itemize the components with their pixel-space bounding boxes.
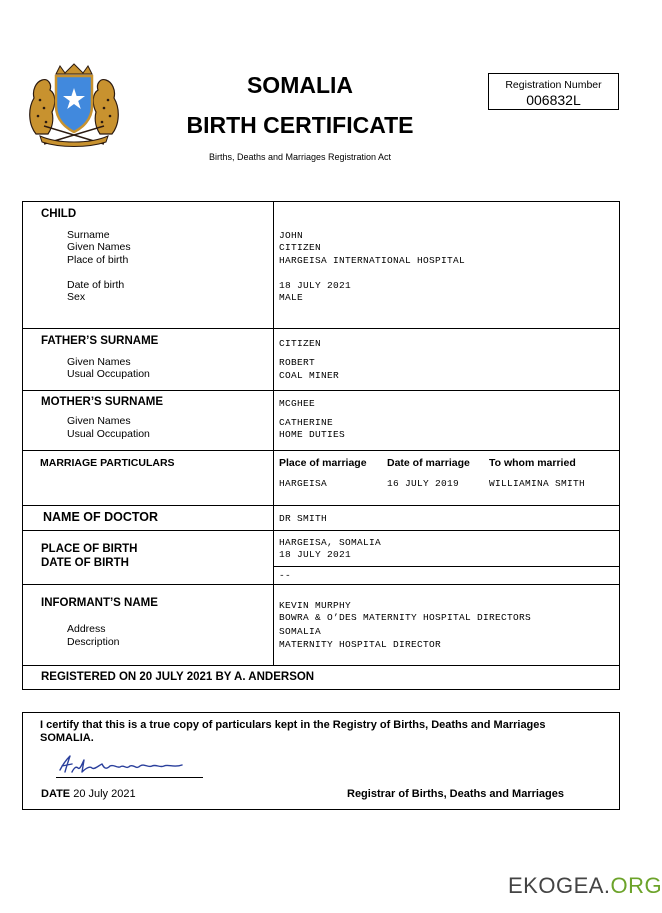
place-of-birth-heading: PLACE OF BIRTH [41, 543, 138, 555]
marriage-particulars-heading: MARRIAGE PARTICULARS [40, 457, 175, 469]
child-surname-value: JOHN [279, 230, 304, 241]
informant-address-label: Address [67, 623, 106, 635]
certification-text: I certify that this is a true copy of particulars kept in the Registry of Births, Deaths and Marriages SOMALIA. [40, 719, 546, 744]
document-title: SOMALIA [246, 72, 354, 98]
to-whom-married-value: WILLIAMINA SMITH [489, 478, 586, 489]
father-given-names-value: ROBERT [279, 357, 316, 368]
informant-description-label: Description [67, 636, 120, 648]
mother-given-names-label: Given Names [67, 415, 131, 427]
child-heading: CHILD [41, 208, 77, 220]
informant-name-value: KEVIN MURPHY [279, 600, 352, 611]
child-date-of-birth-label: Date of birth [67, 279, 125, 291]
registered-statement: REGISTERED ON 20 JULY 2021 BY A. ANDERSON [41, 671, 315, 683]
registration-number-label: Registration Number [505, 79, 602, 91]
somalia-coat-of-arms-icon [22, 64, 126, 148]
date-of-birth-value: 18 JULY 2021 [279, 549, 352, 560]
father-given-names-label: Given Names [67, 356, 131, 368]
registrar-title: Registrar of Births, Deaths and Marriages [347, 788, 565, 800]
place-of-marriage-value: HARGEISA [279, 478, 328, 489]
certification-date [41, 788, 136, 800]
child-place-of-birth-label: Place of birth [67, 254, 129, 266]
watermark-org: ORG [610, 873, 662, 898]
child-sex-value: MALE [279, 292, 304, 303]
informant-address-country-value: SOMALIA [279, 626, 322, 637]
document-subtitle: BIRTH CERTIFICATE [186, 112, 414, 138]
registration-number-value: 006832L [526, 92, 581, 108]
doctor-heading: NAME OF DOCTOR [43, 510, 159, 524]
father-surname-value: CITIZEN [279, 338, 322, 349]
child-given-names-value: CITIZEN [279, 242, 322, 253]
informant-description-value: MATERNITY HOSPITAL DIRECTOR [279, 639, 442, 650]
child-sex-label: Sex [67, 291, 86, 303]
watermark [508, 873, 662, 899]
watermark-main: EKOGEA. [508, 873, 611, 898]
mother-given-names-value: CATHERINE [279, 417, 334, 428]
child-given-names-label: Given Names [67, 241, 131, 253]
informant-heading: INFORMANT’S NAME [41, 597, 158, 609]
registration-act: Births, Deaths and Marriages Registration Act [208, 152, 392, 162]
date-label: DATE [41, 788, 71, 800]
informant-address-value: BOWRA & O’DES MATERNITY HOSPITAL DIRECTORS [279, 612, 532, 623]
child-surname-label: Surname [67, 229, 110, 241]
doctor-value: DR SMITH [279, 513, 328, 524]
place-extra-value: -- [279, 570, 292, 581]
mother-surname-heading: MOTHER’S SURNAME [41, 396, 164, 408]
date-of-birth-heading: DATE OF BIRTH [41, 557, 129, 569]
father-occupation-value: COAL MINER [279, 370, 340, 381]
place-of-marriage-header: Place of marriage [279, 457, 367, 469]
mother-occupation-value: HOME DUTIES [279, 429, 346, 440]
child-place-of-birth-value: HARGEISA INTERNATIONAL HOSPITAL [279, 255, 466, 266]
child-date-of-birth-value: 18 JULY 2021 [279, 280, 352, 291]
mother-surname-value: MCGHEE [279, 398, 316, 409]
date-of-marriage-header: Date of marriage [387, 457, 470, 469]
date-value: 20 July 2021 [73, 788, 136, 800]
to-whom-married-header: To whom married [489, 457, 576, 469]
father-occupation-label: Usual Occupation [67, 368, 150, 380]
signature-line [56, 777, 203, 778]
place-of-birth-value: HARGEISA, SOMALIA [279, 537, 382, 548]
date-of-marriage-value: 16 JULY 2019 [387, 478, 460, 489]
mother-occupation-label: Usual Occupation [67, 428, 150, 440]
registrar-signature [56, 750, 206, 780]
father-surname-heading: FATHER’S SURNAME [41, 335, 159, 347]
registration-number-box [488, 73, 619, 110]
